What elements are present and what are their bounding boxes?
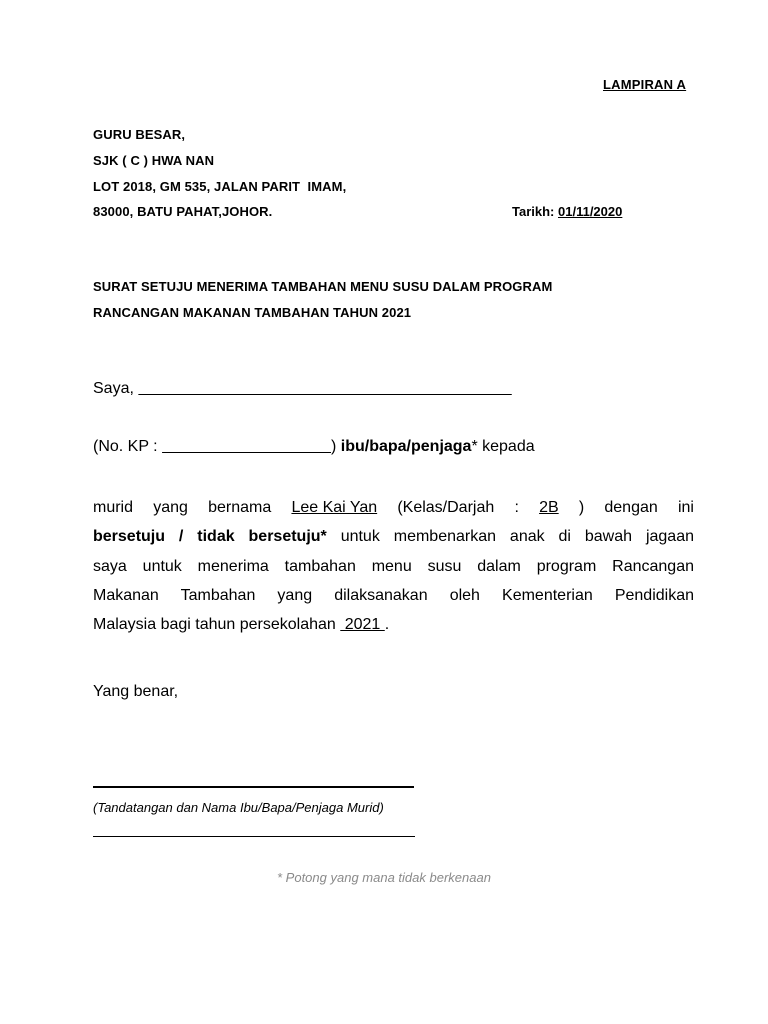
- ic-line: [93, 438, 535, 456]
- name-line: [93, 380, 512, 398]
- consent-choice: bersetuju / tidak bersetuju*: [93, 528, 327, 546]
- signature-label: (Tandatangan dan Nama Ibu/Bapa/Penjaga Murid): [93, 800, 384, 815]
- body-line-4: Makanan Tambahan yang dilaksanakan oleh Kementerian Pendidikan: [93, 586, 694, 604]
- address-line-1: GURU BESAR,: [93, 127, 186, 142]
- closing-salutation: Yang benar,: [93, 683, 179, 700]
- date-value: 01/11/2020: [558, 204, 623, 219]
- date-field: [512, 204, 622, 219]
- ic-close: ): [330, 438, 341, 455]
- year-value: 2021: [340, 616, 385, 634]
- student-name: Lee Kai Yan: [291, 499, 378, 516]
- ic-label: (No. KP :: [93, 438, 163, 455]
- address-line-3: LOT 2018, GM 535, JALAN PARIT IMAM,: [93, 179, 347, 194]
- body-line-1: murid yang bernama Lee Kai Yan (Kelas/Darjah : 2B ) dengan ini: [93, 493, 694, 522]
- ic-blank[interactable]: [162, 438, 331, 455]
- attachment-label: LAMPIRAN A: [603, 77, 687, 92]
- body-line-3: saya untuk menerima tambahan menu susu dalam program Rancangan: [93, 557, 694, 575]
- signature-line[interactable]: [93, 786, 414, 788]
- address-line-4: 83000, BATU PAHAT,JOHOR.: [93, 204, 273, 219]
- relation-text: ibu/bapa/penjaga: [340, 438, 472, 455]
- subject-line-2: RANCANGAN MAKANAN TAMBAHAN TAHUN 2021: [93, 305, 412, 320]
- signature-name-line[interactable]: [93, 836, 415, 837]
- name-blank[interactable]: [138, 380, 511, 397]
- relation-suffix: * kepada: [471, 438, 535, 455]
- address-line-2: SJK ( C ) HWA NAN: [93, 153, 215, 168]
- footnote: * Potong yang mana tidak berkenaan: [277, 870, 491, 885]
- body-line-2: bersetuju / tidak bersetuju* untuk membenarkan anak di bawah jagaan: [93, 528, 694, 546]
- body-line-5: Malaysia bagi tahun persekolahan 2021 .: [93, 616, 390, 634]
- subject-line-1: SURAT SETUJU MENERIMA TAMBAHAN MENU SUSU DALAM PROGRAM: [93, 279, 553, 294]
- consent-paragraph: [93, 493, 694, 639]
- date-label: Tarikh:: [512, 204, 558, 219]
- class-value: 2B: [539, 499, 559, 516]
- saya-label: Saya,: [93, 380, 139, 397]
